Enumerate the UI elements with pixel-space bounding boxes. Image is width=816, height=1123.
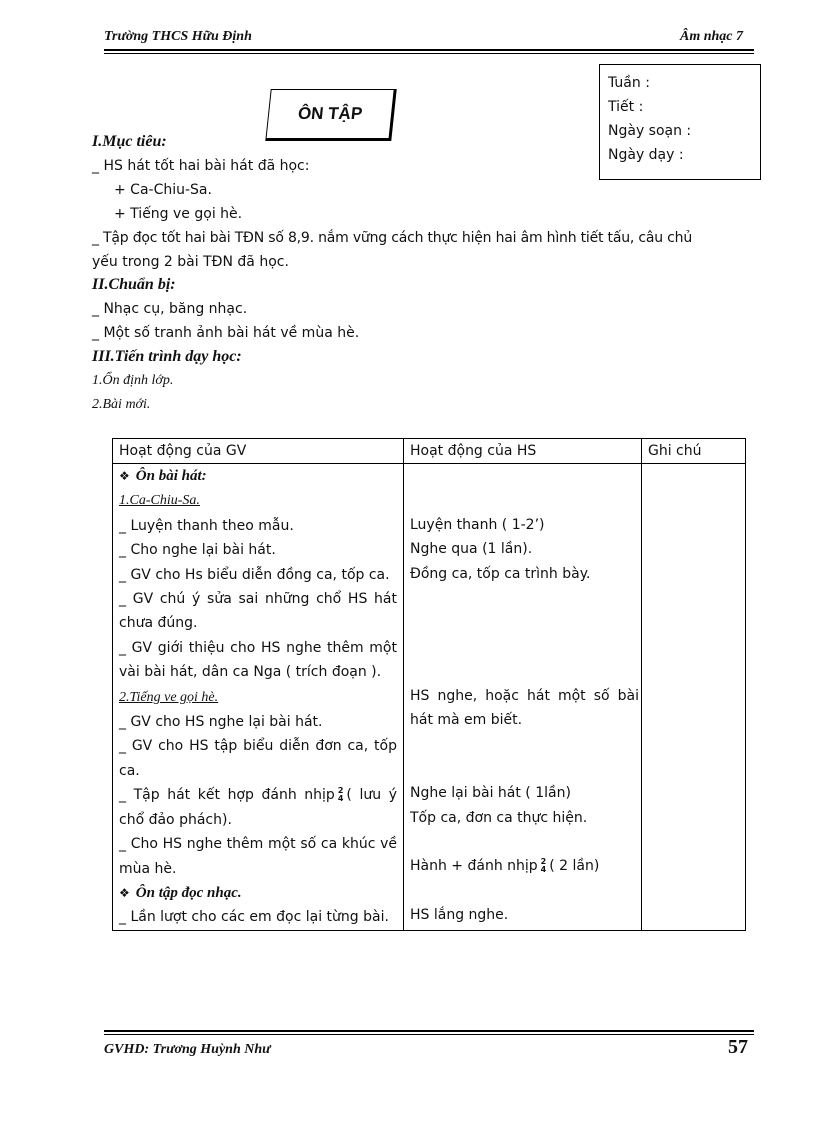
- student-line: Tốp ca, đơn ca thực hiện.: [410, 809, 588, 826]
- lesson-title: ÔN TẬP: [297, 104, 364, 123]
- teacher-activities: [113, 464, 404, 931]
- activity-line: _ Lần lượt cho các em đọc lại từng bài.: [119, 909, 389, 926]
- diamond-bullet-icon: ❖: [119, 885, 130, 900]
- notes-column: [642, 464, 746, 931]
- student-line: Luyện thanh ( 1-2’): [410, 516, 545, 533]
- process-steps: [92, 369, 173, 417]
- table-header-row: [113, 439, 746, 464]
- student-line: Hành + đánh nhịp 2 4 ( 2 lần): [410, 857, 600, 875]
- preparation-line: _ Một số tranh ảnh bài hát về mùa hè.: [92, 325, 360, 341]
- activity-line: _ Tập hát kết hợp đánh nhịp 2 4 ( lưu ý chổ đảo phách).: [119, 786, 397, 828]
- preparation-line: _ Nhạc cụ, băng nhạc.: [92, 301, 248, 317]
- teacher-name: GVHD: Trương Huỳnh Như: [104, 1042, 271, 1057]
- objectives-list: [92, 154, 766, 274]
- activity-line: _ Cho HS nghe thêm một số ca khúc về mùa hè.: [119, 836, 397, 877]
- student-line: HS lắng nghe.: [410, 907, 509, 924]
- lesson-title-box: [265, 89, 396, 141]
- period-field: Tiết :: [608, 99, 644, 115]
- objective-line: yếu trong 2 bài TĐN đã học.: [92, 254, 289, 270]
- activity-line: _ Luyện thanh theo mẫu.: [119, 517, 294, 534]
- prepared-date-field: Ngày soạn :: [608, 123, 692, 139]
- lesson-activity-table: [112, 438, 746, 931]
- student-line: Nghe qua (1 lần).: [410, 541, 533, 558]
- teaching-date-field: Ngày dạy :: [608, 147, 684, 163]
- section-objectives-heading: I.Mục tiêu:: [92, 133, 167, 150]
- footer-rule-thin: [104, 1034, 754, 1035]
- header-teacher: Hoạt động của GV: [113, 439, 404, 464]
- objective-song-1: + Ca-Chiu-Sa.: [114, 182, 212, 198]
- school-name: Trường THCS Hữu Định: [104, 29, 252, 44]
- table-row: [113, 464, 746, 931]
- subject-name: Âm nhạc 7: [680, 29, 744, 44]
- process-step: 2.Bài mới.: [92, 397, 151, 412]
- time-signature: 2 4: [540, 857, 547, 875]
- review-songs-heading: ❖ Ôn bài hát:: [119, 468, 207, 484]
- preparation-list: [92, 297, 359, 345]
- song2-title: 2.Tiếng ve gọi hè.: [119, 689, 219, 705]
- header-notes: Ghi chú: [642, 439, 746, 464]
- activity-line: _ GV cho Hs biểu diễn đồng ca, tốp ca.: [119, 566, 390, 583]
- page-number: 57: [728, 1036, 748, 1058]
- student-line: HS nghe, hoặc hát một số bài hát mà em biết.: [410, 687, 639, 729]
- time-signature: 2 4: [337, 786, 344, 804]
- activity-line: _ Cho nghe lại bài hát.: [119, 542, 276, 559]
- header-rule-thick: [104, 49, 754, 51]
- activity-line: _ GV giới thiệu cho HS nghe thêm một vài bài hát, dân ca Nga ( trích đoạn ).: [119, 639, 397, 681]
- song1-title: 1.Ca-Chiu-Sa.: [119, 493, 200, 509]
- week-field: Tuần :: [608, 75, 650, 91]
- student-line: Đồng ca, tốp ca trình bày.: [410, 565, 591, 582]
- objective-song-2: + Tiếng ve gọi hè.: [114, 206, 243, 222]
- activity-line: _ GV cho HS nghe lại bài hát.: [119, 714, 323, 731]
- section-preparation-heading: II.Chuẩn bị:: [92, 276, 176, 293]
- student-activities: [404, 464, 642, 931]
- footer-rule-thick: [104, 1030, 754, 1032]
- activity-line: _ GV chú ý sửa sai những chổ HS hát chưa đúng.: [119, 591, 397, 632]
- student-line: Nghe lại bài hát ( 1lần): [410, 785, 571, 802]
- objective-line: _ HS hát tốt hai bài hát đã học:: [92, 158, 310, 174]
- header-rule-thin: [104, 53, 754, 54]
- process-step: 1.Ổn định lớp.: [92, 373, 174, 388]
- activity-line: _ GV cho HS tập biểu diễn đơn ca, tốp ca.: [119, 738, 397, 779]
- header-student: Hoạt động của HS: [404, 439, 642, 464]
- diamond-bullet-icon: ❖: [119, 469, 130, 483]
- section-process-heading: III.Tiến trình dạy học:: [92, 348, 242, 365]
- review-reading-heading: ❖ Ôn tập đọc nhạc.: [119, 884, 242, 901]
- objective-line: _ Tập đọc tốt hai bài TĐN số 8,9. nắm vững cách thực hiện hai âm hình tiết tấu, câu chủ: [92, 230, 693, 246]
